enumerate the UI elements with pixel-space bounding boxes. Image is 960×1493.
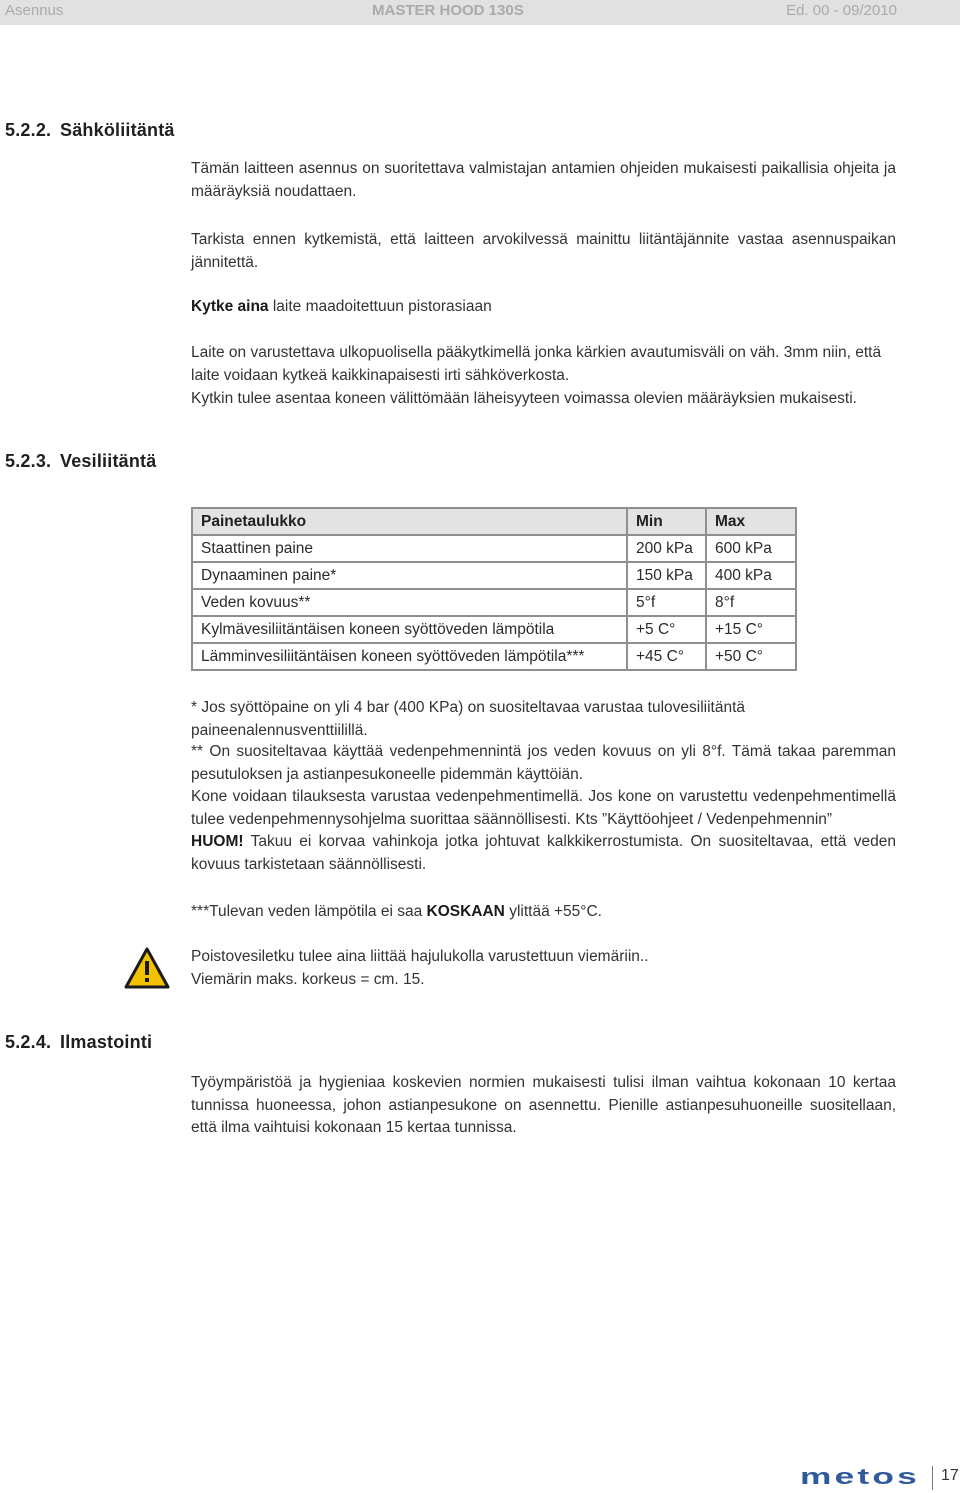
table-cell: Dynaaminen paine*	[192, 562, 627, 589]
section-number: 5.2.3.	[5, 451, 52, 471]
paragraph: Työympäristöä ja hygieniaa koskevien normien mukaisesti tulisi ilman vaihtua kokonaan 10 kertaa tunnissa huoneessa, johon astianpesukone on asennettu. Pienille astianpesuhuoneille suositellaan, että ilma vaihtuisi kokonaan 15 kertaa tunnissa.	[191, 1074, 896, 1136]
section-number: 5.2.4.	[5, 1032, 52, 1052]
bold-text: HUOM!	[191, 833, 244, 850]
table-cell: +50 C°	[706, 643, 796, 670]
header-section: Asennus	[5, 2, 64, 19]
header-edition: Ed. 00 - 09/2010	[786, 2, 897, 19]
table-cell: 150 kPa	[627, 562, 706, 589]
table-header-row	[192, 508, 796, 535]
table-cell: Staattinen paine	[192, 535, 627, 562]
table-cell: Kylmävesiliitäntäisen koneen syöttöveden lämpötila	[192, 616, 627, 643]
paragraph: Tämän laitteen asennus on suoritettava valmistajan antamien ohjeiden mukaisesti paikallisia ohjeita ja määräyksiä noudattaen.	[191, 160, 896, 200]
table-cell: 400 kPa	[706, 562, 796, 589]
section-heading-5-2-3	[5, 451, 156, 472]
table-cell: +45 C°	[627, 643, 706, 670]
paragraph: Tarkista ennen kytkemistä, että laitteen arvokilvessä mainittu liitäntäjännite vastaa asennuspaikan jännitettä.	[191, 231, 896, 271]
table-cell: Veden kovuus**	[192, 589, 627, 616]
paragraph: Kytkin tulee asentaa koneen välittömään läheisyyteen voimassa olevien määräyksien mukaisesti.	[191, 390, 857, 407]
table-header: Painetaulukko	[192, 508, 627, 535]
section-heading-5-2-2	[5, 120, 175, 141]
footnote: ***Tulevan veden lämpötila ei saa KOSKAAN ylittää +55°C.	[191, 903, 602, 920]
warning-text	[191, 946, 896, 991]
table-cell: Lämminvesiliitäntäisen koneen syöttöveden lämpötila***	[192, 643, 627, 670]
page-number: 17	[941, 1467, 959, 1484]
table-header: Max	[706, 508, 796, 535]
footnote	[191, 741, 896, 876]
table-cell: 600 kPa	[706, 535, 796, 562]
pressure-table	[191, 507, 797, 671]
section-title: Sähköliitäntä	[60, 120, 175, 140]
table-row	[192, 562, 796, 589]
metos-logo	[800, 1467, 922, 1487]
table-cell: 200 kPa	[627, 535, 706, 562]
table-row	[192, 616, 796, 643]
table-row	[192, 589, 796, 616]
paragraph: ** On suositeltavaa käyttää vedenpehmennintä jos veden kovuus on yli 8°f. Tämä takaa paremman pesutuloksen ja astianpesukoneelle pidemmän käyttöiän.	[191, 743, 896, 783]
table-cell: 8°f	[706, 589, 796, 616]
paragraph: HUOM! Takuu ei korvaa vahinkoja jotka johtuvat kalkkikerrostumista. On suositeltavaa, että veden kovuus tarkistetaan säännöllisesti.	[191, 833, 896, 873]
page-number-divider	[932, 1466, 933, 1490]
section-number: 5.2.2.	[5, 120, 52, 140]
section-title: Vesiliitäntä	[60, 451, 157, 471]
paragraph: Laite on varustettava ulkopuolisella pääkytkimellä jonka kärkien avautumisväli on väh. 3mm niin, että laite voidaan kytkeä kaikkinapaisesti irti sähköverkosta.	[191, 344, 882, 384]
header-product: MASTER HOOD 130S	[372, 2, 524, 19]
table-row	[192, 643, 796, 670]
bold-text: KOSKAAN	[426, 903, 505, 920]
svg-text:metos: metos	[800, 1467, 920, 1487]
table-header: Min	[627, 508, 706, 535]
page-header	[0, 0, 960, 25]
table-row	[192, 535, 796, 562]
footnote: * Jos syöttöpaine on yli 4 bar (400 KPa) on suositeltavaa varustaa tulovesiliitäntä paineenalennusventtiilillä.	[191, 699, 746, 739]
section-heading-5-2-4	[5, 1032, 152, 1053]
table-cell: 5°f	[627, 589, 706, 616]
bold-text: Kytke aina	[191, 298, 269, 315]
warning-triangle-icon	[124, 947, 170, 989]
table-cell: +5 C°	[627, 616, 706, 643]
paragraph: Viemärin maks. korkeus = cm. 15.	[191, 970, 425, 988]
paragraph: Poistovesiletku tulee aina liittää hajulukolla varustettuun viemäriin..	[191, 948, 649, 965]
paragraph: Kone voidaan tilauksesta varustaa vedenpehmentimellä. Jos kone on varustettu vedenpehmentimellä tulee vedenpehmennysohjelma suorittaa säännöllisesti. Kts ”Käyttöohjeet / Vedenpehmennin”	[191, 788, 896, 828]
paragraph: Kytke aina laite maadoitettuun pistorasiaan	[191, 298, 492, 315]
section-title: Ilmastointi	[60, 1032, 153, 1052]
table-cell: +15 C°	[706, 616, 796, 643]
